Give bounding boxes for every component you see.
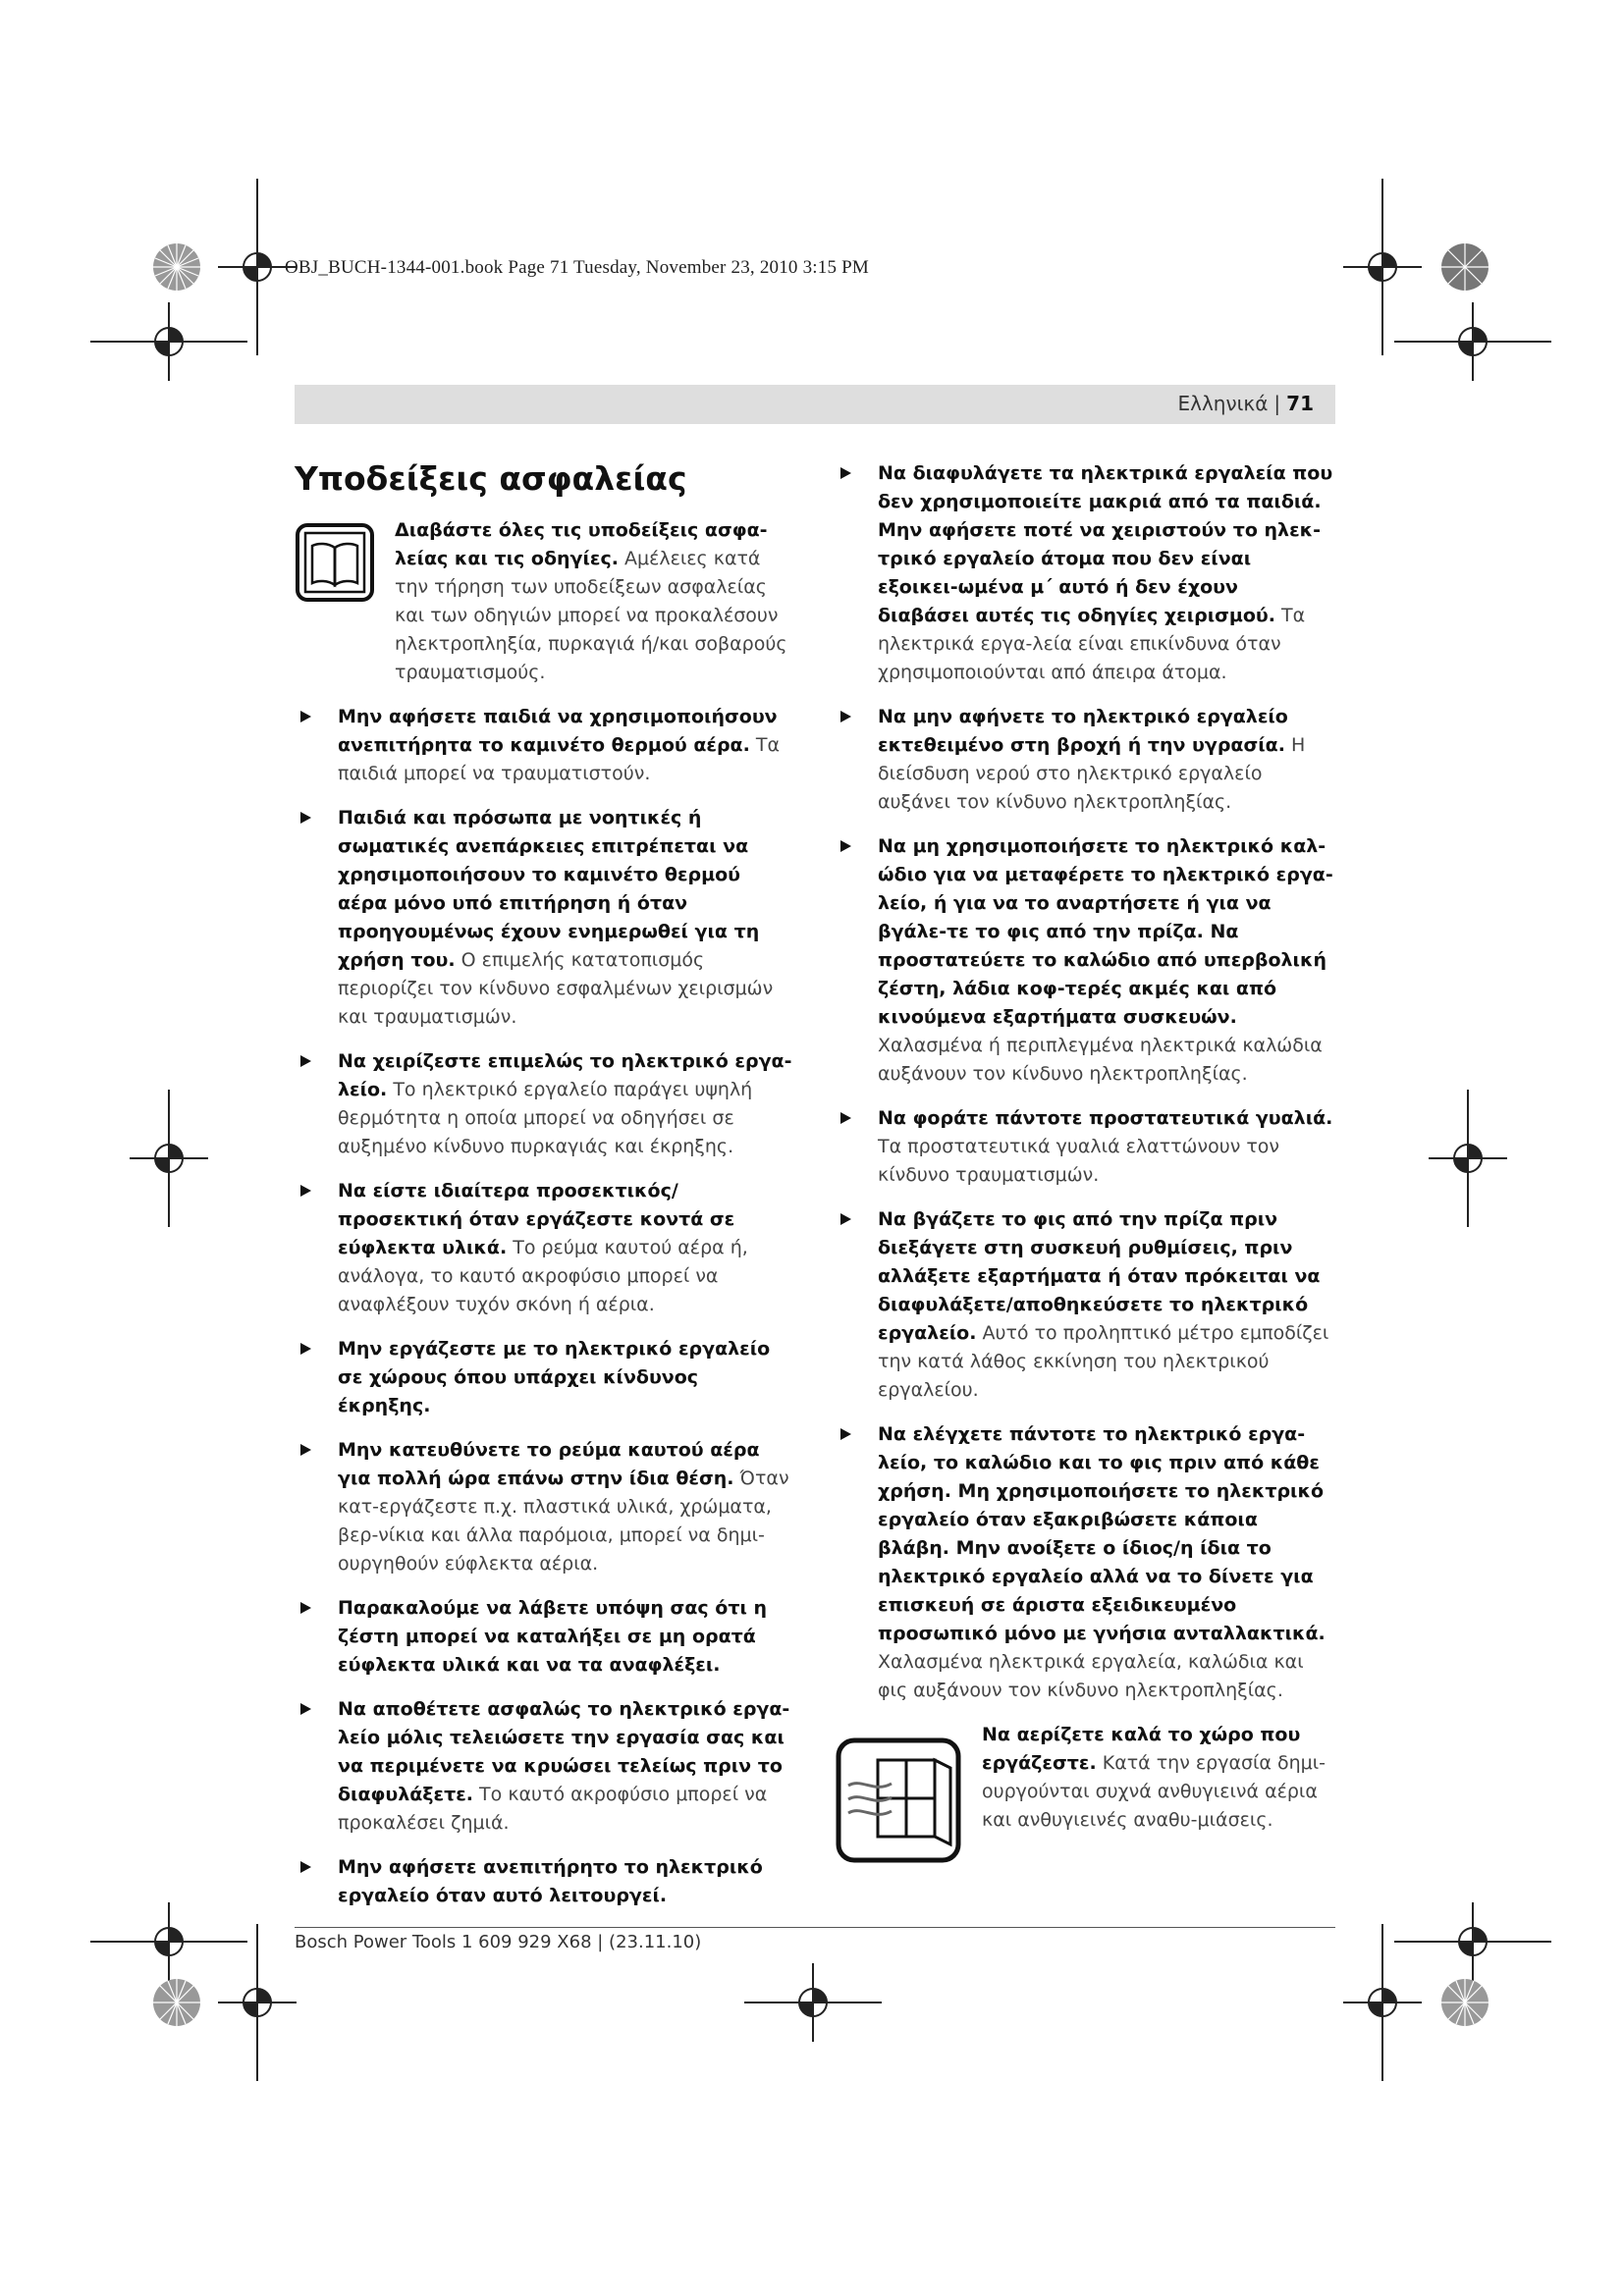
safety-item xyxy=(835,1420,1335,1705)
safety-item-bold: Μην αφήσετε παιδιά να χρησιμοποιήσουν ανεπιτήρητα το καμινέτο θερμού αέρα. xyxy=(338,705,778,756)
safety-item xyxy=(835,703,1335,817)
registration-mark-bottom-right xyxy=(1426,1963,1504,2042)
bullet-arrow-icon xyxy=(840,711,851,722)
page-header-band xyxy=(295,385,1335,424)
safety-item-bold: Να ελέγχετε πάντοτε το ηλεκτρικό εργα-λείο, το καλώδιο και το φις πριν από κάθε χρήση. Μη χρησιμοποιήσετε το ηλεκτρικό εργαλείο όταν εξακριβώσετε κάποια βλάβη. Μην ανοίξετε ο ίδιος/η ίδια το ηλεκτρικό εργαλείο αλλά να το δίνετε για επισκευή σε άριστα εξειδικευμένο προσωπικό μόνο με γνήσια ανταλλακτικά. xyxy=(878,1423,1326,1644)
safety-item xyxy=(835,832,1335,1089)
safety-item-text: Χαλασμένα ηλεκτρικά εργαλεία, καλώδια και φις αυξάνουν τον κίνδυνο ηλεκτροπληξίας. xyxy=(878,1651,1304,1701)
intro-bold: Διαβάστε όλες τις υποδείξεις ασφα-λείας και τις οδηγίες. xyxy=(395,518,768,569)
page-number: 71 xyxy=(1286,392,1314,415)
safety-item-bold: Μην αφήσετε ανεπιτήρητο το ηλεκτρικό εργαλείο όταν αυτό λειτουργεί. xyxy=(338,1855,763,1906)
bullet-arrow-icon xyxy=(840,1112,851,1124)
bullet-arrow-icon xyxy=(840,840,851,852)
safety-item-text: Το ηλεκτρικό εργαλείο παράγει υψηλή θερμότητα η οποία μπορεί να οδηγήσει σε αυξημένο κίνδυνο πυρκαγιάς και έκρηξης. xyxy=(338,1078,753,1157)
right-column xyxy=(835,459,1335,1888)
ventilation-bold: Να αερίζετε καλά το χώρο που εργάζεστε. xyxy=(982,1724,1301,1774)
safety-item-bold: Να χειρίζεστε επιμελώς το ηλεκτρικό εργα-λείο. xyxy=(338,1049,792,1100)
safety-item-bold: Μην εργάζεστε με το ηλεκτρικό εργαλείο σε χώρους όπου υπάρχει κίνδυνος έκρηξης. xyxy=(338,1337,771,1416)
safety-item-text: Αυτό το προληπτικό μέτρο εμποδίζει την κατά λάθος εκκίνηση του ηλεκτρικού εργαλείου. xyxy=(878,1322,1329,1401)
safety-item-text: Το καυτό ακροφύσιο μπορεί να προκαλέσει ζημιά. xyxy=(338,1783,768,1834)
left-column xyxy=(295,459,795,1926)
safety-item-bold: Παρακαλούμε να λάβετε υπόψη σας ότι η ζέστη μπορεί να καταλήξει σε μη ορατά εύφλεκτα υλικά και να τα αναφλέξει. xyxy=(338,1596,768,1676)
safety-item-text: Το ρεύμα καυτού αέρα ή, ανάλογα, το καυτό ακροφύσιο μπορεί να αναφλέξουν τυχόν σκόνη ή αέρια. xyxy=(338,1236,748,1315)
safety-item-text: Τα παιδιά μπορεί να τραυματιστούν. xyxy=(338,733,780,784)
safety-item xyxy=(295,1335,795,1420)
ventilation-notice xyxy=(835,1721,1335,1888)
ventilation-text xyxy=(982,1721,1335,1835)
bullet-arrow-icon xyxy=(300,1444,311,1456)
intro-text xyxy=(395,516,795,687)
safety-item-bold: Παιδιά και πρόσωπα με νοητικές ή σωματικές ανεπάρκειες επιτρέπεται να χρησιμοποιήσουν το καμινέτο θερμού αέρα μόνο υπό επιτήρηση ή όταν προηγουμένως έχουν ενημερωθεί για τη χρήση του. xyxy=(338,806,760,971)
print-header: OBJ_BUCH-1344-001.book Page 71 Tuesday, November 23, 2010 3:15 PM xyxy=(285,257,869,278)
safety-item xyxy=(295,804,795,1032)
crosshair-mid-right xyxy=(1429,1090,1507,1227)
registration-mark-top-right xyxy=(1426,228,1504,306)
page-footer: Bosch Power Tools 1 609 929 X68 | (23.11.10) xyxy=(295,1932,702,1952)
safety-item-bold: Να αποθέτετε ασφαλώς το ηλεκτρικό εργα-λείο μόλις τελειώσετε την εργασία σας και να περιμένετε να κρυώσει τελείως πριν το διαφυλάξετε. xyxy=(338,1697,790,1805)
footer-divider xyxy=(295,1927,1335,1928)
bullet-arrow-icon xyxy=(840,1428,851,1440)
safety-item xyxy=(835,1205,1335,1405)
bullet-arrow-icon xyxy=(300,812,311,824)
safety-item xyxy=(295,1853,795,1910)
crosshair-bottom-left xyxy=(218,1924,297,2081)
safety-item-bold: Να είστε ιδιαίτερα προσεκτικός/προσεκτική όταν εργάζεστε κοντά σε εύφλεκτα υλικά. xyxy=(338,1179,735,1258)
safety-item xyxy=(295,1594,795,1680)
bullet-arrow-icon xyxy=(300,1055,311,1067)
ventilation-window-icon xyxy=(835,1736,962,1864)
safety-item-bold: Να βγάζετε το φις από την πρίζα πριν διεξάγετε στη συσκευή ρυθμίσεις, πριν αλλάξετε εξαρτήματα ή όταν πρόκειται να διαφυλάξετε/αποθηκεύσετε το ηλεκτρικό εργαλείο. xyxy=(878,1208,1321,1344)
bullet-arrow-icon xyxy=(840,1213,851,1225)
crosshair-top-right-outer xyxy=(1394,302,1551,381)
bullet-arrow-icon xyxy=(300,1185,311,1197)
safety-item-text: Τα προστατευτικά γυαλιά ελαττώνουν τον κίνδυνο τραυματισμών. xyxy=(878,1136,1280,1186)
safety-item xyxy=(295,1695,795,1838)
page-language-and-number: Ελληνικά | 71 xyxy=(1177,392,1314,415)
page-language: Ελληνικά xyxy=(1177,392,1269,415)
safety-item xyxy=(295,1177,795,1319)
bullet-arrow-icon xyxy=(300,1861,311,1873)
safety-item-bold: Να διαφυλάγετε τα ηλεκτρικά εργαλεία που δεν χρησιμοποιείτε μακριά από τα παιδιά. Μην αφήσετε ποτέ να χειριστούν το ηλεκ-τρικό εργαλείο άτομα που δεν είναι εξοικει-ωμένα μ΄ αυτό ή δεν έχουν διαβάσει αυτές τις οδηγίες χειρισμού. xyxy=(878,462,1333,626)
safety-item xyxy=(295,703,795,788)
safety-item xyxy=(835,1104,1335,1190)
safety-item-text: Χαλασμένα ή περιπλεγμένα ηλεκτρικά καλώδια αυξάνουν τον κίνδυνο ηλεκτροπληξίας. xyxy=(878,1035,1323,1085)
safety-item-bold: Να μη χρησιμοποιήσετε το ηλεκτρικό καλ-ώδιο για να μεταφέρετε το ηλεκτρικό εργα-λείο, ή για να το αναρτήσετε ή για να βγάλε-τε το φις από την πρίζα. Να προστατεύετε το καλώδιο από υπερβολική ζέστη, λάδια κοφ-τερές ακμές και από κινούμενα εξαρτήματα συσκευών. xyxy=(878,835,1333,1028)
safety-item-bold: Μην κατευθύνετε το ρεύμα καυτού αέρα για πολλή ώρα επάνω στην ίδια θέση. xyxy=(338,1438,760,1489)
safety-item xyxy=(835,459,1335,687)
bullet-arrow-icon xyxy=(300,1703,311,1715)
safety-item-bold: Να μην αφήνετε το ηλεκτρικό εργαλείο εκτεθειμένο στη βροχή ή την υγρασία. xyxy=(878,706,1288,756)
safety-item-text: Ο επιμελής κατατοπισμός περιορίζει τον κίνδυνο εσφαλμένων χειρισμών και τραυματισμών. xyxy=(338,948,774,1028)
safety-item-text: Όταν κατ-εργάζεστε π.χ. πλαστικά υλικά, χρώματα, βερ-νίκια και άλλα παρόμοια, μπορεί να δημι-ουργηθούν εύφλεκτα αέρια. xyxy=(338,1467,789,1575)
page-title: Υποδείξεις ασφαλείας xyxy=(295,459,687,498)
crosshair-bottom-center xyxy=(744,1963,882,2042)
registration-mark-top-left xyxy=(137,228,216,306)
bullet-arrow-icon xyxy=(300,1602,311,1614)
bullet-arrow-icon xyxy=(840,467,851,479)
manual-book-icon xyxy=(295,522,375,603)
intro-notice xyxy=(295,516,795,687)
ventilation-plain: Κατά την εργασία δημι-ουργούνται συχνά ανθυγιεινά αέρια και ανθυγιεινές αναθυ-μιάσεις. xyxy=(982,1752,1326,1831)
safety-item xyxy=(295,1436,795,1578)
intro-plain: Αμέλειες κατά την τήρηση των υποδείξεων ασφαλείας και των οδηγιών μπορεί να προκαλέσουν ηλεκτροπληξία, πυρκαγιά ή/και σοβαρούς τραυματισμούς. xyxy=(395,547,787,683)
safety-item-text: Η διείσδυση νερού στο ηλεκτρικό εργαλείο αυξάνει τον κίνδυνο ηλεκτροπληξίας. xyxy=(878,734,1306,813)
registration-mark-bottom-left xyxy=(137,1963,216,2042)
crosshair-mid-left xyxy=(130,1090,208,1227)
bullet-arrow-icon xyxy=(300,1343,311,1355)
safety-item xyxy=(295,1047,795,1161)
safety-item-text: Τα ηλεκτρικά εργα-λεία είναι επικίνδυνα όταν χρησιμοποιούνται από άπειρα άτομα. xyxy=(878,605,1306,683)
safety-item-bold: Να φοράτε πάντοτε προστατευτικά γυαλιά. xyxy=(878,1107,1333,1129)
crosshair-top-left-outer xyxy=(90,302,247,381)
bullet-arrow-icon xyxy=(300,711,311,722)
